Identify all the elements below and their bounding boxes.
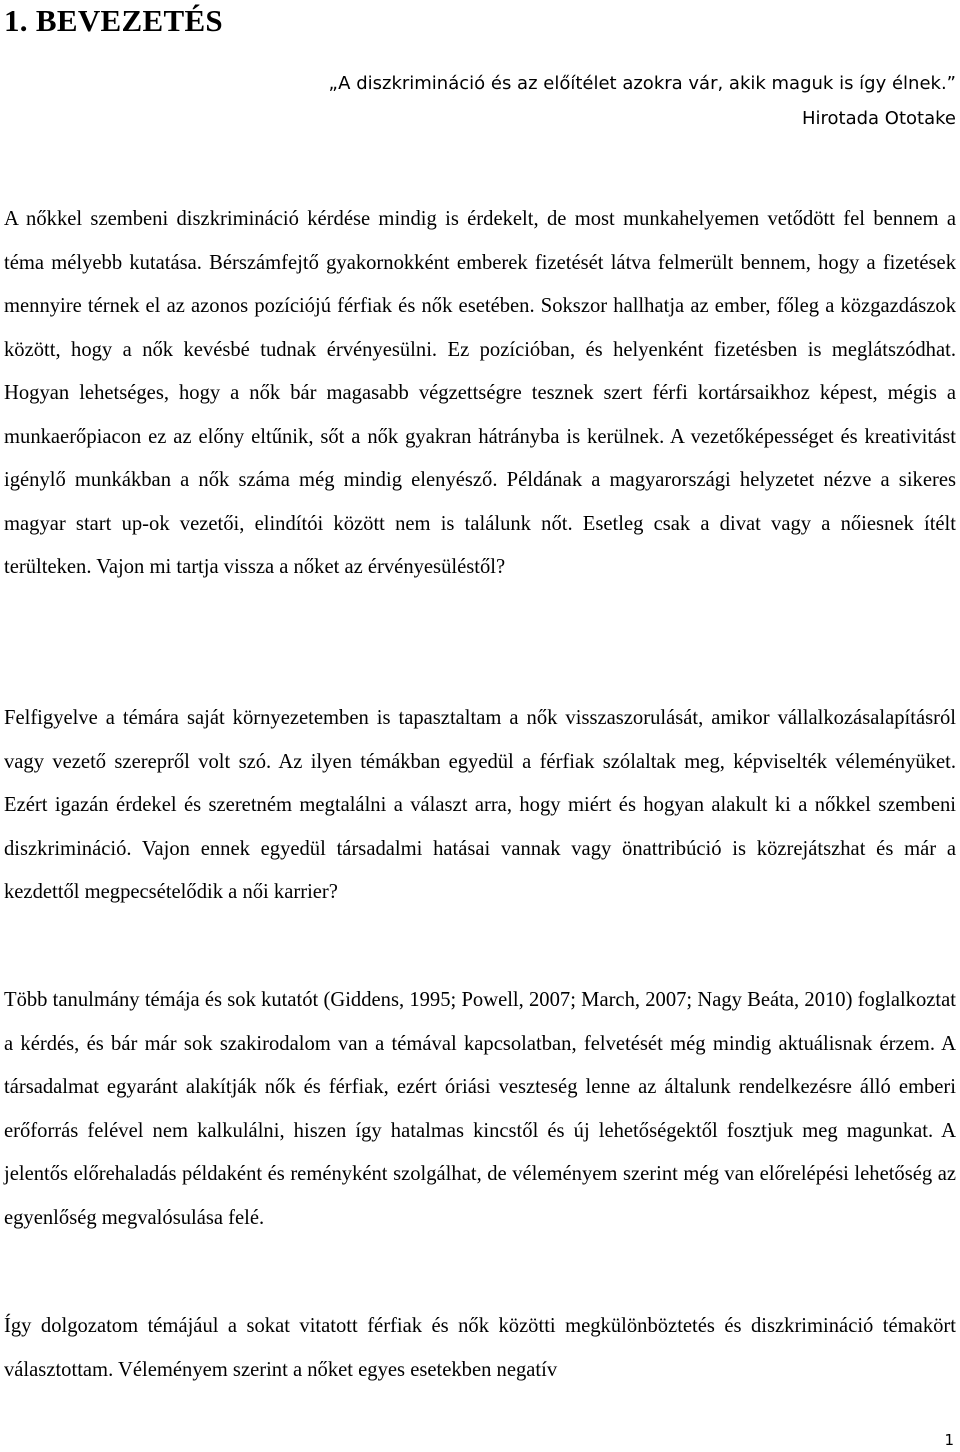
section-heading: 1. BEVEZETÉS xyxy=(4,3,223,38)
page-number: 1 xyxy=(944,1431,954,1449)
paragraph-1: A nőkkel szembeni diszkrimináció kérdése mindig is érdekelt, de most munkahelyemen vetődött fel bennem a téma mélyebb kutatása. Bérszámfejtő gyakornokként emberek fizetését látva felmerült bennem, hogy a fizetések mennyire térnek el az azonos pozíciójú férfiak és nők esetében. Sokszor hallhatja az ember, főleg a közgazdászok között, hogy a nők kevésbé tudnak érvényesülni. Ez pozícióban, és helyenként fizetésben is meglátszódhat. Hogyan lehetséges, hogy a nők bár magasabb végzettségre tesznek szert férfi kortársaikhoz képest, mégis a munkaerőpiacon ez az előny eltűnik, sőt a nők gyakran hátrányba is kerülnek. A vezetőképességet és kreativitást igénylő munkákban a nők száma még mindig elenyésző. Példának a magyarországi helyzetet nézve a sikeres magyar start up-ok vezetői, elindítói között nem is találunk nőt. Esetleg csak a divat vagy a nőiesnek ítélt terülteken. Vajon mi tartja vissza a nőket az érvényesüléstől? xyxy=(4,208,956,578)
epigraph-quote: „A diszkrimináció és az előítélet azokra vár, akik maguk is így élnek.” xyxy=(328,73,956,94)
epigraph-author: Hirotada Ototake xyxy=(801,108,956,129)
paragraph-4: Így dolgozatom témájául a sokat vitatott férfiak és nők közötti megkülönböztetés és diszkrimináció témakört választottam. Véleményem szerint a nőket egyes esetekben negatív xyxy=(4,1315,956,1381)
epigraph xyxy=(329,66,957,136)
paragraph-3: Több tanulmány témája és sok kutatót (Giddens, 1995; Powell, 2007; March, 2007; Nagy Beáta, 2010) foglalkoztat a kérdés, és bár már sok szakirodalom van a témával kapcsolatban, felvetését még mindig aktuálisnak érzem. A társadalmat egyaránt alakítják nők és férfiak, ezért óriási veszteség lenne az általunk rendelkezésre álló emberi erőforrás felével nem kalkulálni, hiszen így hatalmas kincstől és új lehetőségektől fosztjuk meg magunkat. A jelentős előrehaladás példaként és reményként szolgálhat, de véleményem szerint még van előrelépési lehetőség az egyenlőség megvalósulása felé. xyxy=(4,989,956,1229)
paragraph-2: Felfigyelve a témára saját környezetemben is tapasztaltam a nők visszaszorulását, amikor vállalkozásalapításról vagy vezető szerepről volt szó. Az ilyen témákban egyedül a férfiak szólaltak meg, képviselték véleményüket. Ezért igazán érdekel és szeretném megtalálni a választ arra, hogy miért és hogyan alakult ki a nőkkel szembeni diszkrimináció. Vajon ennek egyedül társadalmi hatásai vannak vagy önattribúció is közrejátszhat és már a kezdettől megpecsételődik a női karrier? xyxy=(4,707,956,903)
